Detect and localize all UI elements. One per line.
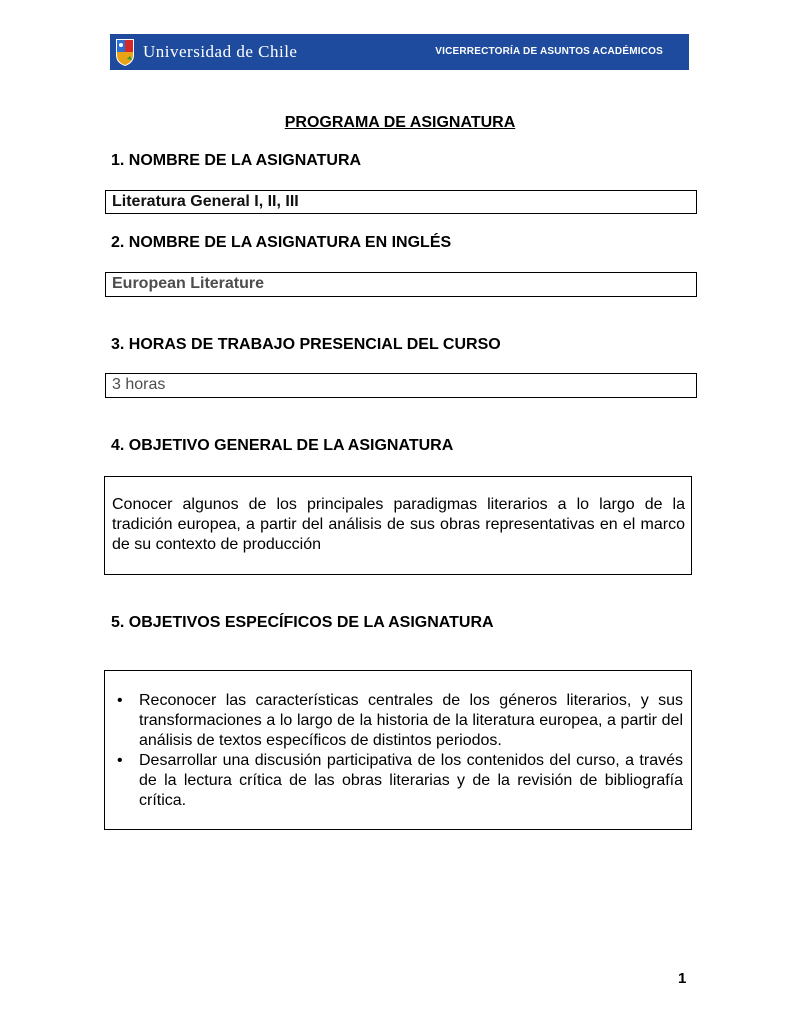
section-5-heading: 5. OBJETIVOS ESPECÍFICOS DE LA ASIGNATURA bbox=[111, 614, 494, 631]
page-number: 1 bbox=[678, 970, 687, 987]
header-banner bbox=[110, 34, 689, 70]
general-objective-box bbox=[104, 476, 692, 575]
specific-objectives-list bbox=[109, 691, 683, 811]
section-4-heading: 4. OBJETIVO GENERAL DE LA ASIGNATURA bbox=[111, 437, 454, 454]
bullet-icon: • bbox=[117, 692, 123, 709]
objective-text: Desarrollar una discusión participativa de los contenidos del curso, a través de la lectura crítica de las obras literarias y de la revisión de bibliografía crítica. bbox=[139, 752, 683, 809]
general-objective-text: Conocer algunos de los principales paradigmas literarios a lo largo de la tradición europea, a partir del análisis de sus obras representativas en el marco de su contexto de producción bbox=[112, 496, 685, 553]
section-3-heading: 3. HORAS DE TRABAJO PRESENCIAL DEL CURSO bbox=[111, 336, 501, 353]
course-name-field: Literatura General I, II, III bbox=[105, 190, 697, 214]
hours-field: 3 horas bbox=[105, 373, 697, 398]
university-crest-icon bbox=[114, 37, 136, 67]
list-item bbox=[109, 751, 683, 811]
document-title: PROGRAMA DE ASIGNATURA bbox=[284, 114, 516, 131]
list-item bbox=[109, 691, 683, 751]
university-name: Universidad de Chile bbox=[143, 42, 298, 61]
course-name-english-field: European Literature bbox=[105, 272, 697, 297]
specific-objectives-box bbox=[104, 670, 692, 830]
section-2-heading: 2. NOMBRE DE LA ASIGNATURA EN INGLÉS bbox=[111, 234, 452, 251]
bullet-icon: • bbox=[117, 752, 123, 769]
office-name: VICERRECTORÍA DE ASUNTOS ACADÉMICOS bbox=[435, 46, 663, 57]
objective-text: Reconocer las características centrales de los géneros literarios, y sus transformaciones a lo largo de la historia de la literatura europea, a partir del análisis de textos específicos de distintos periodos. bbox=[139, 692, 683, 749]
section-1-heading: 1. NOMBRE DE LA ASIGNATURA bbox=[111, 152, 362, 169]
